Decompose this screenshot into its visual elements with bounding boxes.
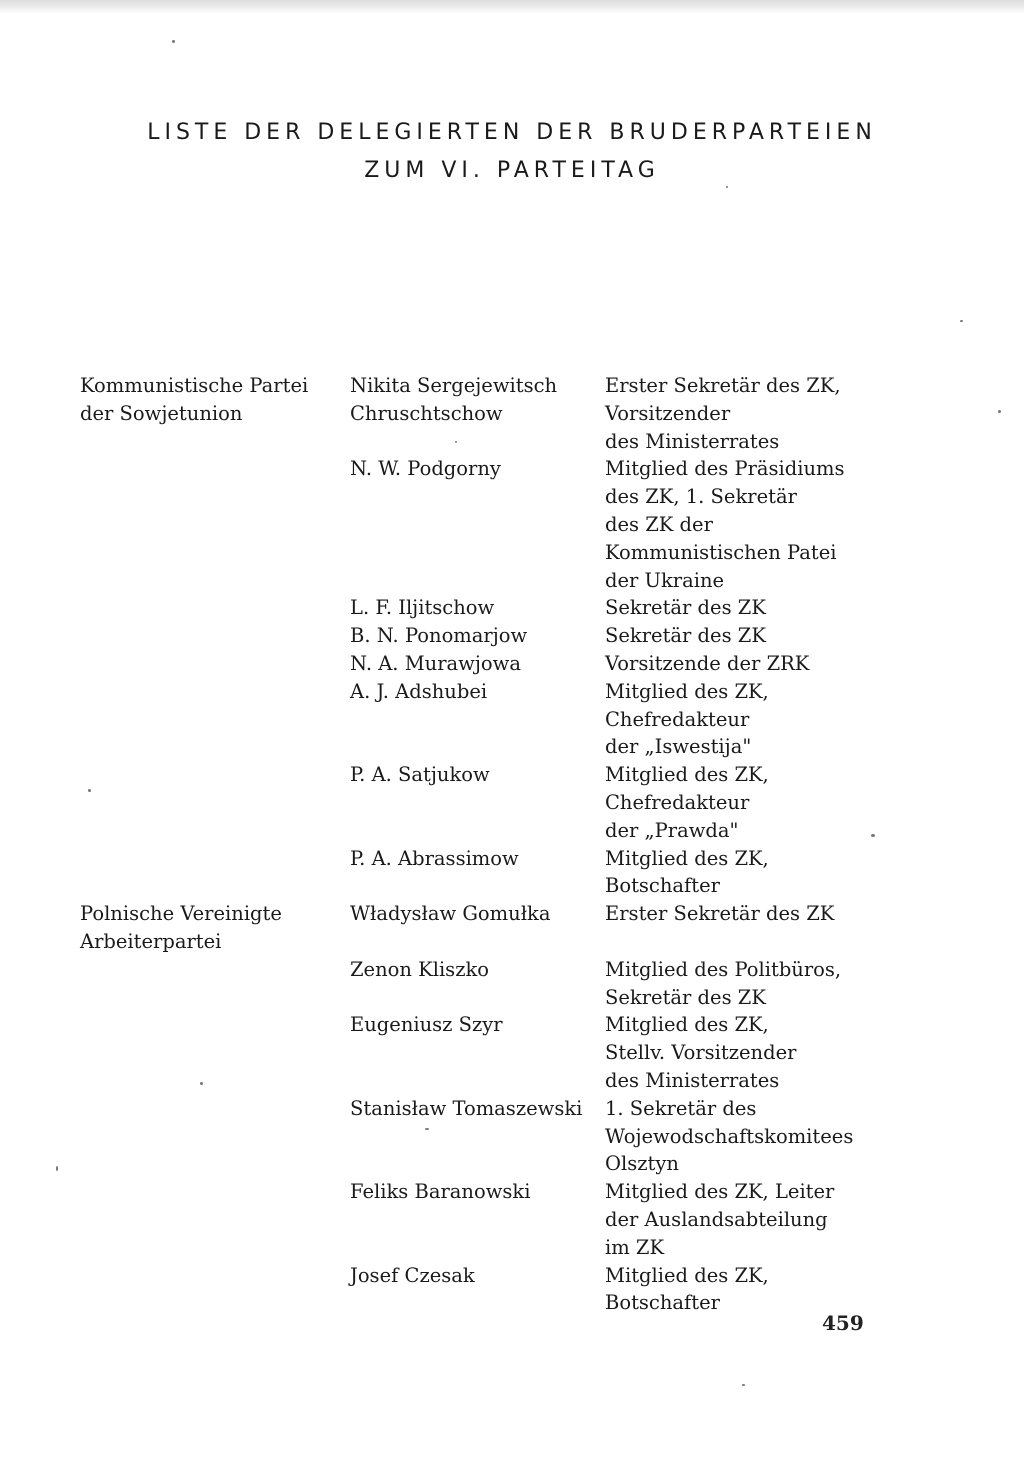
delegate-function-line: Wojewodschaftskomitees [605, 1124, 854, 1148]
delegate-name-line: Chruschtschow [350, 401, 503, 425]
delegate-name-line: N. A. Murawjowa [350, 652, 521, 675]
delegate-function-line: Mitglied des ZK, [605, 679, 769, 703]
delegate-function-line: des ZK der [605, 512, 713, 536]
delegate-name [350, 455, 501, 483]
delegate-function-line: Chefredakteur [605, 707, 750, 731]
delegate-name-line: Zenon Kliszko [350, 957, 490, 981]
delegate-function [605, 622, 766, 650]
delegate-function-line: Erster Sekretär des ZK, [605, 374, 841, 397]
delegate-function-line: 1. Sekretär des [605, 1096, 757, 1120]
delegate-function [605, 678, 769, 761]
page-number: 459 [822, 1311, 864, 1335]
delegate-name [350, 761, 490, 789]
party-name [80, 372, 308, 428]
delegate-function-line: Botschafter [605, 1291, 720, 1315]
delegate-function-line: Stellv. Vorsitzender [605, 1041, 797, 1065]
delegate-function-line: der Ukraine [605, 568, 725, 592]
delegate-function-line: Chefredakteur [605, 790, 750, 814]
delegate-name-line: Nikita Sergejewitsch [350, 374, 558, 397]
delegate-function-line: Mitglied des Präsidiums [605, 457, 845, 481]
party-name-line: Arbeiterpartei [80, 929, 222, 953]
page-title-line-2: ZUM VI. PARTEITAG [364, 158, 660, 183]
delegate-name [350, 650, 521, 678]
delegate-name-line: Stanisław Tomaszewski [350, 1096, 583, 1120]
delegate-function-line: Mitglied des ZK, [605, 1013, 769, 1037]
delegate-function-line: Botschafter [605, 874, 720, 898]
delegate-name [350, 594, 494, 622]
delegate-name [350, 622, 527, 650]
delegate-function-line: Sekretär des ZK [605, 985, 766, 1009]
delegate-function-line: Vorsitzende der ZRK [605, 652, 810, 675]
delegate-function-line: Olsztyn [605, 1152, 679, 1176]
delegate-function [605, 1262, 769, 1318]
delegate-function-line: der „Iswestija" [605, 735, 752, 759]
delegate-function-line: Mitglied des ZK, [605, 846, 769, 870]
delegate-function [605, 1095, 853, 1178]
delegate-function-line: Mitglied des Politbüros, [605, 957, 842, 981]
delegate-function [605, 761, 769, 844]
delegate-function-line: Mitglied des ZK, [605, 1263, 769, 1287]
scan-speck [726, 186, 728, 188]
delegate-function-line: Vorsitzender [605, 401, 731, 425]
delegate-name-line: Eugeniusz Szyr [350, 1013, 503, 1037]
delegate-function-line: der Auslandsabteilung [605, 1207, 828, 1231]
delegate-function-line: Sekretär des ZK [605, 624, 766, 648]
party-name-line: der Sowjetunion [80, 401, 243, 425]
delegate-name-line: N. W. Podgorny [350, 457, 501, 481]
scan-speck [455, 441, 457, 443]
page-title-line-1: LISTE DER DELEGIERTEN DER BRUDERPARTEIEN [147, 120, 877, 145]
delegate-name [350, 956, 489, 984]
delegate-name [350, 845, 519, 873]
scan-speck [960, 320, 963, 322]
delegate-function-line: Sekretär des ZK [605, 596, 766, 620]
scan-speck [998, 410, 1001, 413]
delegate-function [605, 594, 766, 622]
delegate-function-line: Mitglied des ZK, [605, 763, 769, 787]
delegate-function-line: Kommunistischen Patei [605, 540, 837, 564]
delegate-name [350, 1178, 530, 1206]
delegate-name-line: P. A. Satjukow [350, 763, 490, 787]
delegate-name-line: B. N. Ponomarjow [350, 624, 528, 648]
scan-speck [88, 789, 91, 792]
delegate-function [605, 455, 845, 594]
party-name-line: Polnische Vereinigte [80, 902, 282, 926]
delegate-function [605, 900, 834, 928]
delegate-function [605, 956, 841, 1012]
delegate-function-line: Mitglied des ZK, Leiter [605, 1180, 835, 1204]
scan-speck [425, 1128, 429, 1130]
delegate-function [605, 1178, 834, 1261]
scan-speck [172, 40, 175, 43]
scan-speck [56, 1166, 58, 1171]
delegate-name [350, 1011, 503, 1039]
page-top-edge [0, 0, 1024, 14]
delegate-name-line: P. A. Abrassimow [350, 846, 519, 870]
delegate-name-line: Feliks Baranowski [350, 1180, 531, 1204]
delegate-name-line: L. F. Iljitschow [350, 596, 495, 620]
delegate-name-line: A. J. Adshubei [350, 679, 488, 703]
delegate-name [350, 900, 550, 928]
delegate-name-line: Władysław Gomułka [350, 902, 551, 926]
delegate-function [605, 845, 769, 901]
delegate-function-line: Erster Sekretär des ZK [605, 902, 835, 926]
delegate-function [605, 372, 841, 455]
delegate-name [350, 372, 557, 428]
delegate-list [0, 372, 1024, 1315]
delegate-name-line: Josef Czesak [350, 1263, 475, 1287]
delegate-function-line: des Ministerrates [605, 1068, 780, 1092]
delegate-name [350, 1262, 475, 1290]
delegate-function [605, 650, 809, 678]
party-name [80, 900, 282, 956]
delegate-function-line: des ZK, 1. Sekretär [605, 485, 797, 509]
delegate-name [350, 1095, 582, 1123]
delegate-function-line: der „Prawda" [605, 818, 739, 842]
scan-speck [742, 1384, 745, 1386]
party-name-line: Kommunistische Partei [80, 374, 309, 397]
scan-speck [200, 1082, 203, 1085]
delegate-function [605, 1011, 796, 1094]
scan-speck [871, 834, 875, 837]
delegate-function-line: im ZK [605, 1235, 665, 1259]
delegate-function-line: des Ministerrates [605, 429, 780, 453]
delegate-name [350, 678, 487, 706]
